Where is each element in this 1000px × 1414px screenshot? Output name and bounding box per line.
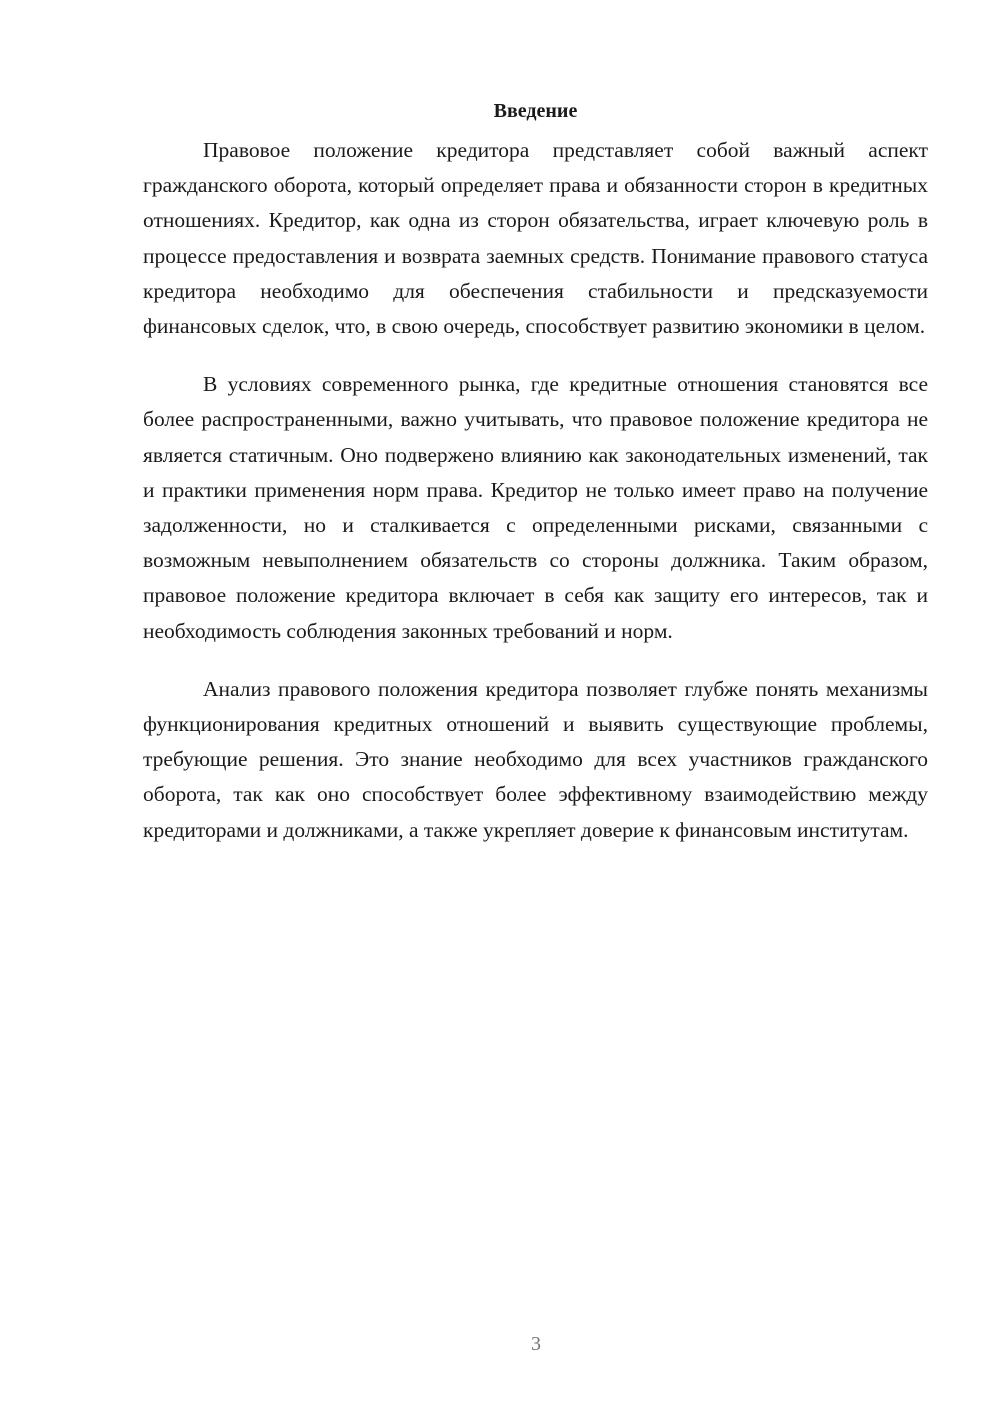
- section-heading: Введение: [493, 100, 578, 122]
- page-number: 3: [531, 1333, 541, 1355]
- paragraph-2: В условиях современного рынка, где кредитные отношения становятся все более распространенными, важно учитывать, что правовое положение кредитора не является статичным. Оно подвержено влиянию как законодательных изменений, так и практики применения норм права. Кредитор не только имеет право на получение задолженности, но и сталкивается с определенными рисками, связанными с возможным невыполнением обязательств со стороны должника. Таким образом, правовое положение кредитора включает в себя как защиту его интересов, так и необходимость соблюдения законных требований и норм.: [143, 372, 928, 643]
- page-content: [143, 94, 928, 871]
- paragraph-1: Правовое положение кредитора представляет собой важный аспект гражданского оборота, который определяет права и обязанности сторон в кредитных отношениях. Кредитор, как одна из сторон обязательства, играет ключевую роль в процессе предоставления и возврата заемных средств. Понимание правового статуса кредитора необходимо для обеспечения стабильности и предсказуемости финансовых сделок, что, в свою очередь, способствует развитию экономики в целом.: [143, 138, 928, 339]
- paragraph-3: Анализ правового положения кредитора позволяет глубже понять механизмы функционирования кредитных отношений и выявить существующие проблемы, требующие решения. Это знание необходимо для всех участников гражданского оборота, так как оно способствует более эффективному взаимодействию между кредиторами и должниками, а также укрепляет доверие к финансовым институтам.: [143, 676, 928, 842]
